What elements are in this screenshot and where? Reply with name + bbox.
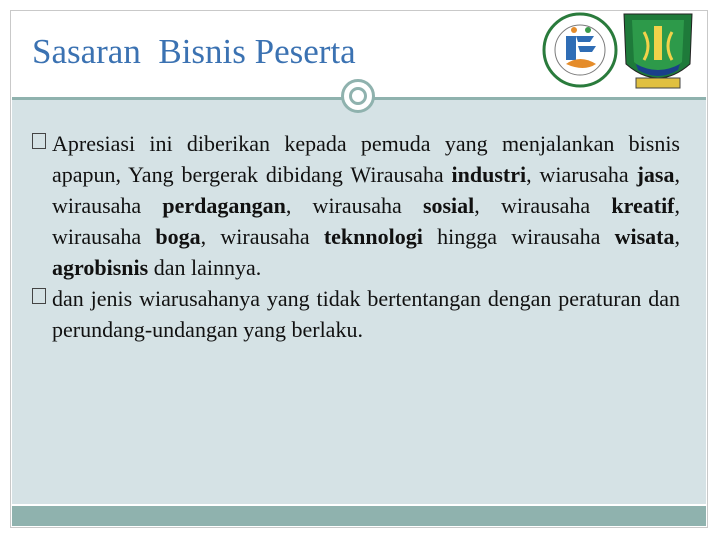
bottom-bar — [12, 506, 706, 526]
text-segment: dan lainnya. — [148, 255, 262, 280]
text-segment: , wirausaha — [474, 193, 612, 218]
text-segment: , wirausaha — [52, 193, 681, 249]
text-segment: , wirausaha — [200, 224, 324, 249]
text-segment: , wiarusaha — [526, 162, 637, 187]
keyword-industri: industri — [451, 162, 527, 187]
connector-ring — [341, 79, 375, 113]
keyword-jasa: jasa — [636, 162, 675, 187]
text-segment: , wirausaha — [52, 162, 680, 218]
keyword-teknnologi: teknnologi — [323, 224, 423, 249]
keyword-boga: boga — [155, 224, 201, 249]
keyword-wisata: wisata — [614, 224, 675, 249]
logos — [540, 6, 696, 94]
bullet-box-icon — [32, 288, 46, 304]
logo-emblem-left — [544, 14, 616, 86]
bullet-list — [32, 128, 680, 345]
keyword-kreatif: kreatif — [611, 193, 675, 218]
bullet-item — [32, 283, 680, 345]
bullet-item — [32, 128, 680, 283]
keyword-agrobisnis: agrobisnis — [52, 255, 149, 280]
text-segment: , wirausaha — [285, 193, 423, 218]
bullet-box-icon — [32, 133, 46, 149]
text-segment: Apresiasi ini diberikan kepada pemuda yang menjalankan bisnis apapun, Yang bergerak dibidang Wirausaha — [52, 131, 680, 187]
text-segment: , — [674, 224, 681, 249]
text-segment: dan jenis wiarusahanya yang tidak bertentangan dengan peraturan dan perundang-undangan yang berlaku. — [52, 286, 680, 342]
slide-title: Sasaran Bisnis Peserta — [32, 32, 356, 71]
keyword-sosial: sosial — [422, 193, 475, 218]
text-segment: hingga wirausaha — [422, 224, 615, 249]
logo-emblem-right — [624, 14, 692, 88]
keyword-perdagangan: perdagangan — [162, 193, 286, 218]
